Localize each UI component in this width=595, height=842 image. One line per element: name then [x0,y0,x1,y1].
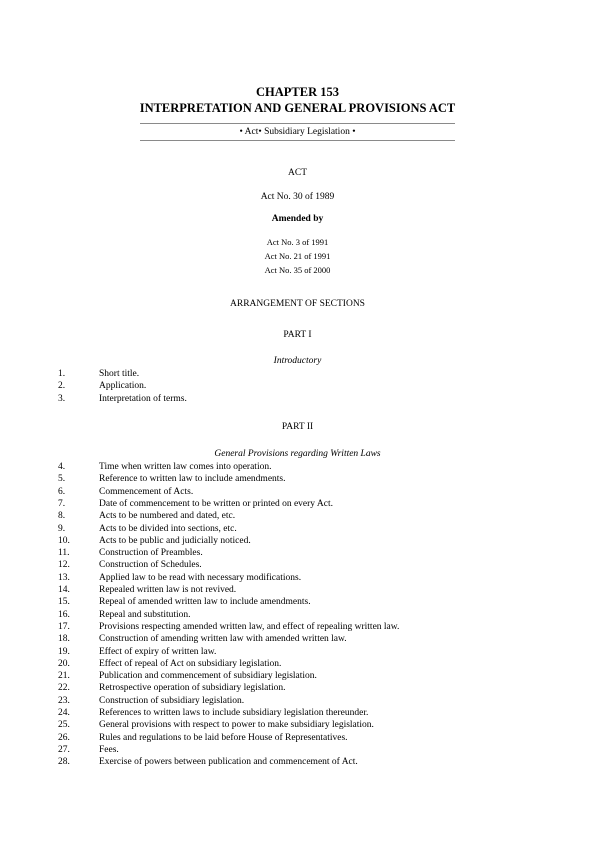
section-number: 12. [58,560,70,571]
section-title: Repealed written law is not revived. [99,585,237,595]
section-number: 9. [58,523,66,534]
section-entry [0,559,595,571]
section-number: 23. [58,695,70,706]
subsidiary-legislation-link[interactable]: Subsidiary Legislation [264,127,350,137]
part-2-title: PART II [281,422,314,432]
act-title: INTERPRETATION AND GENERAL PROVISIONS ACT [139,101,456,115]
section-number: 14. [58,585,70,595]
section-entry [0,633,595,645]
section-title: References to written laws to include subsidiary legislation thereunder. [99,708,369,718]
section-number: 4. [58,462,66,472]
part-2-subtitle: General Provisions regarding Written Laws [214,449,381,459]
part-1-title: PART I [283,330,312,340]
nav-bullet: • [352,127,356,137]
section-entry [0,535,595,547]
section-entry [0,621,595,633]
section-number: 5. [58,474,66,485]
section-title: Repeal of amended written law to include amendments. [99,597,311,608]
section-number: 3. [58,393,66,404]
section-number: 28. [58,757,70,768]
section-title: Application. [99,381,147,392]
section-title: Effect of expiry of written law. [99,646,217,657]
amendment-2: Act No. 21 of 1991 [264,251,331,261]
bottom-divider [140,140,455,141]
act-number: Act No. 30 of 1989 [260,192,335,202]
section-number: 7. [58,498,66,509]
section-title: Provisions respecting amended written law, and effect of repealing written law. [99,621,400,632]
section-number: 18. [58,634,70,645]
section-title: Retrospective operation of subsidiary legislation. [99,683,286,694]
section-title: Construction of subsidiary legislation. [99,695,245,706]
section-title: Interpretation of terms. [99,393,187,404]
section-title: Acts to be divided into sections, etc. [99,523,237,534]
section-number: 27. [58,744,70,755]
section-number: 21. [58,671,70,682]
section-number: 20. [58,658,70,669]
section-entry [0,547,595,559]
section-entry [0,707,595,719]
nav-bullet: • [239,127,243,137]
section-entry [0,461,595,473]
section-number: 13. [58,572,70,583]
section-entry [0,609,595,621]
section-entry [0,658,595,670]
section-entry [0,486,595,498]
section-entry [0,670,595,682]
section-title: Construction of Schedules. [99,560,202,571]
section-entry [0,596,595,608]
amended-by-label: Amended by [271,214,324,224]
section-entry [0,732,595,744]
section-title: Date of commencement to be written or printed on every Act. [99,498,333,509]
section-number: 1. [58,369,66,379]
section-title: Time when written law comes into operation. [99,462,272,472]
section-title: Effect of repeal of Act on subsidiary legislation. [99,658,282,669]
section-entry [0,695,595,707]
section-title: General provisions with respect to power to make subsidiary legislation. [99,720,374,731]
section-title: Reference to written law to include amendments. [99,474,286,485]
section-number: 22. [58,683,70,694]
section-title: Exercise of powers between publication and commencement of Act. [99,757,358,768]
part-1-subtitle: Introductory [273,356,322,366]
section-entry [0,498,595,510]
section-title: Rules and regulations to be laid before House of Representatives. [99,732,348,743]
section-number: 24. [58,708,70,718]
section-number: 11. [58,548,70,559]
section-entry [0,380,595,392]
section-entry [0,393,595,405]
section-number: 17. [58,621,70,632]
amendment-3: Act No. 35 of 2000 [264,265,331,275]
arrangement-heading: ARRANGEMENT OF SECTIONS [230,299,365,309]
section-entry [0,646,595,658]
section-title: Applied law to be read with necessary modifications. [99,572,302,583]
section-number: 16. [58,609,70,620]
section-entry [0,368,595,380]
section-number: 8. [58,511,66,522]
section-number: 6. [58,486,66,497]
section-number: 2. [58,381,66,392]
section-entry [0,719,595,731]
section-entry [0,510,595,522]
section-title: Acts to be numbered and dated, etc. [99,511,236,522]
section-number: 10. [58,535,70,546]
section-title: Repeal and substitution. [99,609,191,620]
amendment-1: Act No. 3 of 1991 [266,237,329,247]
act-heading: ACT [288,168,307,178]
section-title: Construction of Preambles. [99,548,203,559]
section-number: 19. [58,646,70,657]
section-title: Fees. [99,744,119,755]
section-title: Short title. [99,369,140,379]
act-link[interactable]: Act [244,127,259,137]
section-title: Construction of amending written law with amended written law. [99,634,347,645]
section-number: 26. [58,732,70,743]
section-number: 15. [58,597,70,608]
section-entry [0,584,595,596]
section-title: Publication and commencement of subsidiary legislation. [99,671,317,682]
legislation-nav [0,127,595,137]
section-entry [0,473,595,485]
chapter-title: CHAPTER 153 [256,85,339,99]
section-entry [0,744,595,756]
section-entry [0,572,595,584]
section-entry [0,523,595,535]
section-number: 25. [58,720,70,731]
section-title: Acts to be public and judicially noticed. [99,535,251,546]
section-entry [0,756,595,768]
top-divider [140,123,455,124]
section-entry [0,682,595,694]
section-title: Commencement of Acts. [99,486,194,497]
nav-bullet: • [258,127,262,137]
